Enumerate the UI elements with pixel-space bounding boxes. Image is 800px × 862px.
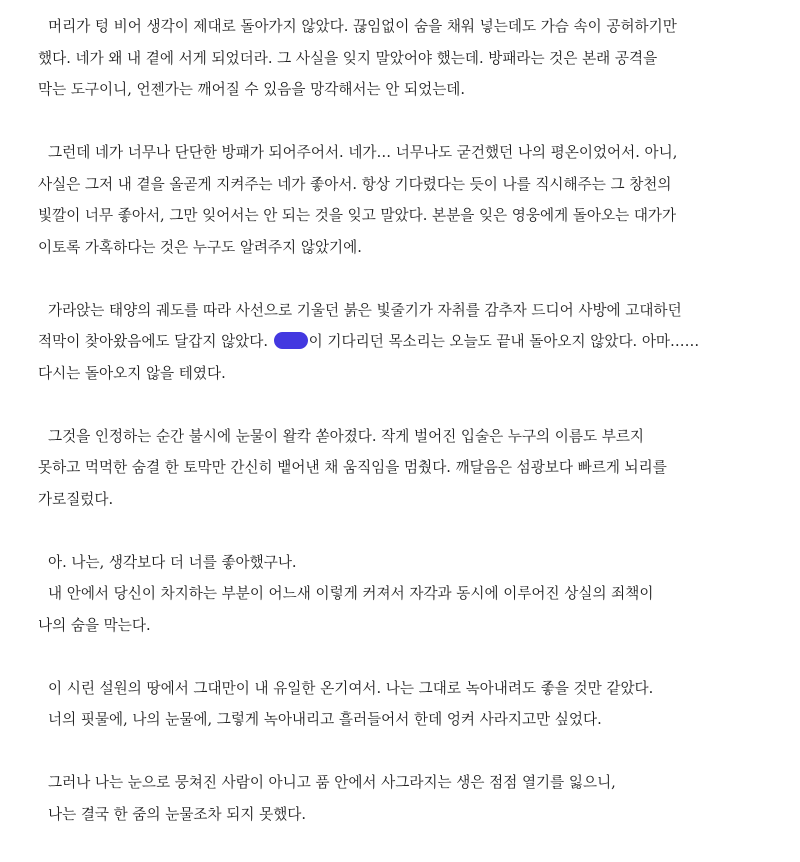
paragraph-7: [38, 767, 768, 830]
paragraph-3: [38, 295, 768, 390]
text-segment: 적막이 찾아왔음에도 달갑지 않았다.: [38, 333, 269, 350]
text-line: 나는 결국 한 줌의 눈물조차 되지 못했다.: [48, 805, 307, 823]
redacted-name-mark: [274, 332, 308, 349]
text-line: 이토록 가혹하다는 것은 누구도 알려주지 않았기에.: [38, 238, 362, 256]
text-line: 가로질렀다.: [38, 490, 114, 508]
paragraph-5: [38, 547, 768, 642]
text-line: 막는 도구이니, 언젠가는 깨어질 수 있음을 망각해서는 안 되었는데.: [38, 81, 466, 98]
paragraph-4: [38, 421, 768, 516]
text-line: 못하고 먹먹한 숨결 한 토막만 간신히 뱉어낸 채 움직임을 멈췄다. 깨달음은 섬광보다 빠르게 뇌리를: [38, 459, 667, 476]
text-line: 가라앉는 태양의 궤도를 따라 사선으로 기울던 붉은 빛줄기가 자취를 감추자 드디어 사방에 고대하던: [48, 301, 682, 319]
text-line: 사실은 그저 내 곁을 올곧게 지켜주는 네가 좋아서. 항상 기다렸다는 듯이 나를 직시해주는 그 창천의: [38, 175, 672, 193]
text-line: 머리가 텅 비어 생각이 제대로 돌아가지 않았다. 끊임없이 숨을 채워 넣는데도 가슴 속이 공허하기만: [48, 18, 677, 35]
text-line: 했다. 네가 왜 내 곁에 서게 되었더라. 그 사실을 잊지 말았어야 했는데. 방패라는 것은 본래 공격을: [38, 49, 658, 67]
text-line-with-redaction: [38, 326, 768, 358]
document-page: [38, 11, 768, 862]
text-line: 이 시린 설원의 땅에서 그대만이 내 유일한 온기여서. 나는 그대로 녹아내려도 좋을 것만 같았다.: [48, 679, 654, 697]
text-line: 그러나 나는 눈으로 뭉쳐진 사람이 아니고 품 안에서 사그라지는 생은 점점 열기를 잃으니,: [48, 774, 616, 791]
paragraph-2: [38, 137, 768, 263]
paragraph-6: [38, 673, 768, 736]
text-line: 빛깔이 너무 좋아서, 그만 잊어서는 안 되는 것을 잊고 말았다. 본분을 잊은 영웅에게 돌아오는 대가가: [38, 207, 677, 224]
text-line: 내 안에서 당신이 차지하는 부분이 어느새 이렇게 커져서 자각과 동시에 이루어진 상실의 죄책이: [48, 585, 654, 602]
text-line: 아. 나는, 생각보다 더 너를 좋아했구나.: [48, 553, 297, 571]
text-line: 나의 숨을 막는다.: [38, 616, 151, 634]
text-line: 다시는 돌아오지 않을 테였다.: [38, 364, 226, 382]
text-line: 너의 핏물에, 나의 눈물에, 그렇게 녹아내리고 흘러들어서 한데 엉켜 사라지고만 싶었다.: [48, 711, 602, 728]
text-line: 그것을 인정하는 순간 불시에 눈물이 왈칵 쏟아졌다. 작게 벌어진 입술은 누구의 이름도 부르지: [48, 427, 645, 445]
text-line: 그런데 네가 너무나 단단한 방패가 되어주어서. 네가… 너무나도 굳건했던 나의 평온이었어서. 아니,: [48, 144, 678, 161]
paragraph-1: [38, 11, 768, 106]
text-segment: 이 기다리던 목소리는 오늘도 끝내 돌아오지 않았다. 아마……: [308, 333, 700, 350]
